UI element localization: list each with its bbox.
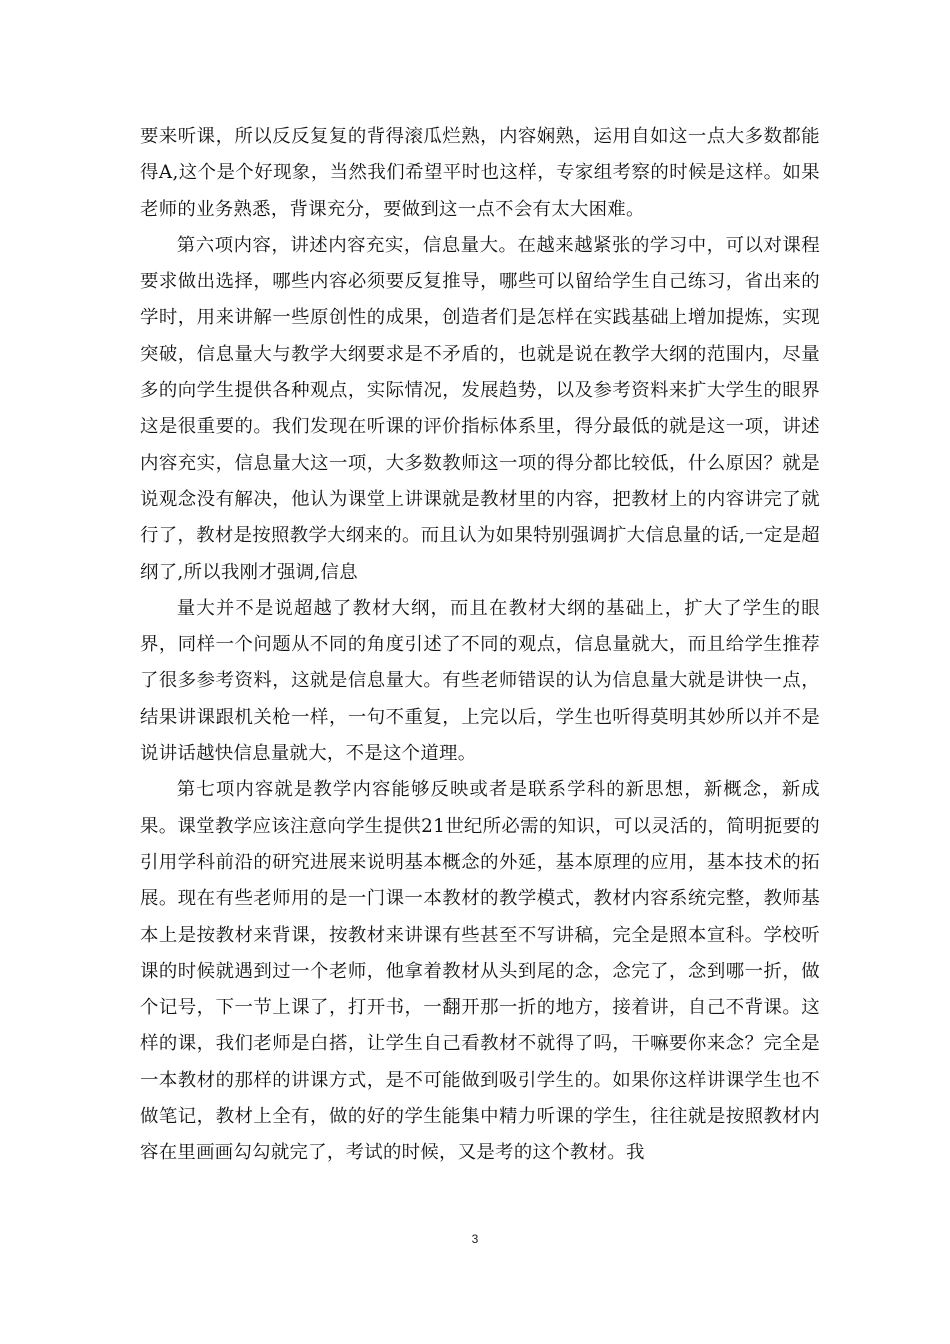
paragraph-1: 要来听课，所以反反复复的背得滚瓜烂熟，内容娴熟，运用自如这一点大多数都能得A,这个是个好现象，当然我们希望平时也这样，专家组考察的时候是这样。如果老师的业务熟悉，背课充分，要做到这一点不会有太大困难。 [140,126,820,220]
paragraph-4: 第七项内容就是教学内容能够反映或者是联系学科的新思想，新概念，新成果。课堂教学应该注意向学生提供21世纪所必需的知识，可以灵活的，简明扼要的引用学科前沿的研究进展来说明基本概念的外延，基本原理的应用，基本技术的拓展。现在有些老师用的是一门课一本教材的教学模式，教材内容系统完整，教师基本上是按教材来背课，按教材来讲课有些甚至不写讲稿，完全是照本宣科。学校听课的时候就遇到过一个老师，他拿着教材从头到尾的念，念完了，念到哪一折，做个记号，下一节上课了，打开书，一翻开那一折的地方，接着讲，自己不背课。这样的课，我们老师是白搭，让学生自己看教材不就得了吗，干嘛要你来念？完全是一本教材的那样的讲课方式，是不可能做到吸引学生的。如果你这样讲课学生也不做笔记，教材上全有，做的好的学生能集中精力听课的学生，往往就是按照教材内容在里画画勾勾就完了，考试的时候，又是考的这个教材。我 [140,779,820,1164]
body-text [140,119,820,1172]
page-number: 3 [471,1232,479,1246]
paragraph-3: 量大并不是说超越了教材大纲，而且在教材大纲的基础上，扩大了学生的眼界，同样一个问题从不同的角度引述了不同的观点，信息量就大，而且给学生推荐了很多参考资料，这就是信息量大。有些老师错误的认为信息量大就是讲快一点，结果讲课跟机关枪一样，一句不重复，上完以后，学生也听得莫明其妙所以并不是说讲话越快信息量就大，不是这个道理。 [140,597,820,765]
paragraph-2: 第六项内容，讲述内容充实，信息量大。在越来越紧张的学习中，可以对课程要求做出选择，哪些内容必须要反复推导，哪些可以留给学生自己练习，省出来的学时，用来讲解一些原创性的成果，创造者们是怎样在实践基础上增加提炼，实现突破，信息量大与教学大纲要求是不矛盾的，也就是说在教学大纲的范围内，尽量多的向学生提供各种观点，实际情况，发展趋势，以及参考资料来扩大学生的眼界这是很重要的。我们发现在听课的评价指标体系里，得分最低的就是这一项，讲述内容充实，信息量大这一项，大多数教师这一项的得分都比较低，什么原因？就是说观念没有解决，他认为课堂上讲课就是教材里的内容，把教材上的内容讲完了就行了，教材是按照教学大纲来的。而且认为如果特别强调扩大信息量的话,一定是超纲了,所以我刚才强调,信息 [140,234,820,583]
